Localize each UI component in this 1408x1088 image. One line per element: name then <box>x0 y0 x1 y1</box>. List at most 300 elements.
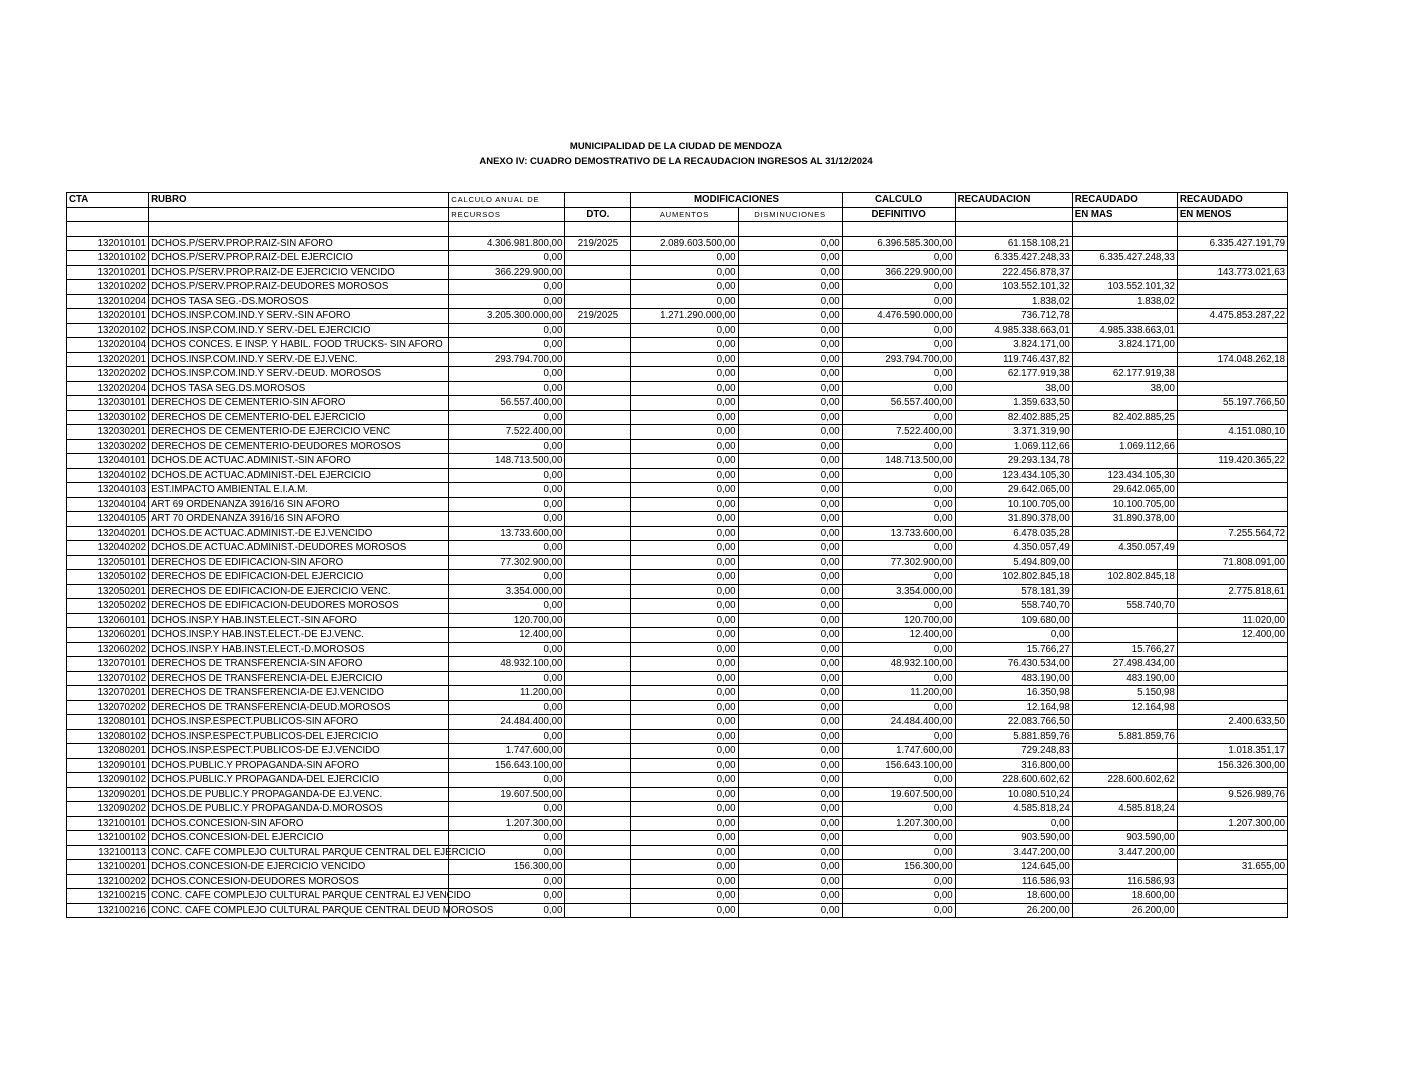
cell-cta: 132020102 <box>67 323 149 338</box>
cell-recaudado-en-menos <box>1177 483 1287 498</box>
table-row <box>67 236 1288 251</box>
cell-recaudado-en-menos <box>1177 729 1287 744</box>
cell-disminuciones: 0,00 <box>738 657 842 672</box>
cell-recaudado-en-mas <box>1072 236 1177 251</box>
col-dto-top <box>565 193 631 208</box>
cell-dto <box>565 454 631 469</box>
cell-calculo-definitivo: 0,00 <box>842 294 955 309</box>
cell-dto <box>565 715 631 730</box>
cell-recaudacion: 5.881.859,76 <box>955 729 1072 744</box>
cell-recaudacion: 76.430.534,00 <box>955 657 1072 672</box>
cell-cta: 132010202 <box>67 280 149 295</box>
cell-disminuciones: 0,00 <box>738 396 842 411</box>
table-row <box>67 541 1288 556</box>
cell-calculo-anual: 0,00 <box>449 831 565 846</box>
cell-disminuciones: 0,00 <box>738 874 842 889</box>
cell-dto <box>565 396 631 411</box>
cell-recaudado-en-menos <box>1177 497 1287 512</box>
cell-aumentos: 0,00 <box>631 497 738 512</box>
cell-rubro: DCHOS.CONCESION-DEUDORES MOROSOS <box>149 874 449 889</box>
cell-recaudado-en-mas: 10.100.705,00 <box>1072 497 1177 512</box>
cell-disminuciones: 0,00 <box>738 367 842 382</box>
cell-aumentos: 0,00 <box>631 570 738 585</box>
cell-dto <box>565 468 631 483</box>
cell-recaudado-en-mas: 103.552.101,32 <box>1072 280 1177 295</box>
cell-recaudado-en-mas <box>1072 265 1177 280</box>
cell-rubro: DCHOS.P/SERV.PROP.RAIZ-SIN AFORO <box>149 236 449 251</box>
cell-calculo-definitivo: 0,00 <box>842 831 955 846</box>
cell-recaudado-en-mas <box>1072 309 1177 324</box>
cell-rubro: ART 69 ORDENANZA 3916/16 SIN AFORO <box>149 497 449 512</box>
cell-calculo-anual: 156.643.100,00 <box>449 758 565 773</box>
cell-recaudado-en-mas: 558.740,70 <box>1072 599 1177 614</box>
cell-recaudado-en-mas <box>1072 758 1177 773</box>
cell-cta: 132020104 <box>67 338 149 353</box>
cell-calculo-anual: 0,00 <box>449 468 565 483</box>
table-row <box>67 860 1288 875</box>
cell-aumentos: 0,00 <box>631 628 738 643</box>
cell-calculo-definitivo: 48.932.100,00 <box>842 657 955 672</box>
table-row <box>67 294 1288 309</box>
table-row <box>67 410 1288 425</box>
cell-recaudado-en-menos: 31.655,00 <box>1177 860 1287 875</box>
cell-disminuciones: 0,00 <box>738 831 842 846</box>
cell-cta: 132090202 <box>67 802 149 817</box>
cell-recaudado-en-menos <box>1177 338 1287 353</box>
cell-cta: 132070201 <box>67 686 149 701</box>
cell-recaudado-en-mas: 38,00 <box>1072 381 1177 396</box>
cell-recaudado-en-mas: 15.766,27 <box>1072 642 1177 657</box>
cell-dto <box>565 613 631 628</box>
col-en-menos: EN MENOS <box>1177 207 1287 222</box>
cell-rubro: EST.IMPACTO AMBIENTAL E.I.A.M. <box>149 483 449 498</box>
cell-rubro: DCHOS.DE ACTUAC.ADMINIST.-DE EJ.VENCIDO <box>149 526 449 541</box>
cell-rubro: DERECHOS DE EDIFICACION-DEL EJERCICIO <box>149 570 449 585</box>
cell-calculo-definitivo: 56.557.400,00 <box>842 396 955 411</box>
cell-aumentos: 0,00 <box>631 671 738 686</box>
cell-recaudado-en-menos: 174.048.262,18 <box>1177 352 1287 367</box>
cell-recaudado-en-mas: 29.642.065,00 <box>1072 483 1177 498</box>
cell-rubro: DCHOS.PUBLIC.Y PROPAGANDA-SIN AFORO <box>149 758 449 773</box>
cell-recaudado-en-menos <box>1177 831 1287 846</box>
cell-aumentos: 0,00 <box>631 265 738 280</box>
cell-recaudacion: 0,00 <box>955 628 1072 643</box>
cell-calculo-anual: 11.200,00 <box>449 686 565 701</box>
cell-cta: 132020101 <box>67 309 149 324</box>
cell-rubro: ART 70 ORDENANZA 3916/16 SIN AFORO <box>149 512 449 527</box>
cell-cta: 132090201 <box>67 787 149 802</box>
cell-rubro: DCHOS.DE ACTUAC.ADMINIST.-DEL EJERCICIO <box>149 468 449 483</box>
cell-recaudado-en-mas: 4.585.818,24 <box>1072 802 1177 817</box>
table-row <box>67 367 1288 382</box>
cell-recaudacion: 123.434.105,30 <box>955 468 1072 483</box>
col-rubro-blank <box>149 207 449 222</box>
cell-disminuciones: 0,00 <box>738 744 842 759</box>
cell-cta: 132040201 <box>67 526 149 541</box>
cell-recaudado-en-menos: 119.420.365,22 <box>1177 454 1287 469</box>
cell-calculo-anual: 0,00 <box>449 889 565 904</box>
cell-rubro: DCHOS.P/SERV.PROP.RAIZ-DE EJERCICIO VENCIDO <box>149 265 449 280</box>
cell-dto <box>565 555 631 570</box>
cell-aumentos: 0,00 <box>631 802 738 817</box>
cell-rubro: DERECHOS DE TRANSFERENCIA-DE EJ.VENCIDO <box>149 686 449 701</box>
cell-disminuciones: 0,00 <box>738 410 842 425</box>
cell-aumentos: 0,00 <box>631 729 738 744</box>
cell-calculo-definitivo: 1.747.600,00 <box>842 744 955 759</box>
cell-calculo-anual: 19.607.500,00 <box>449 787 565 802</box>
cell-disminuciones: 0,00 <box>738 671 842 686</box>
cell-calculo-anual: 0,00 <box>449 367 565 382</box>
col-dto: DTO. <box>565 207 631 222</box>
table-row <box>67 686 1288 701</box>
cell-recaudacion: 3.371.319,90 <box>955 425 1072 440</box>
cell-aumentos: 0,00 <box>631 367 738 382</box>
cell-recaudado-en-mas: 4.350.057,49 <box>1072 541 1177 556</box>
cell-recaudado-en-menos: 1.207.300,00 <box>1177 816 1287 831</box>
cell-recaudacion: 31.890.378,00 <box>955 512 1072 527</box>
cell-cta: 132040102 <box>67 468 149 483</box>
cell-calculo-anual: 0,00 <box>449 497 565 512</box>
cell-recaudado-en-menos: 12.400,00 <box>1177 628 1287 643</box>
cell-recaudado-en-mas: 116.586,93 <box>1072 874 1177 889</box>
cell-rubro: DCHOS TASA SEG.DS.MOROSOS <box>149 381 449 396</box>
cell-cta: 132020202 <box>67 367 149 382</box>
cell-recaudado-en-menos <box>1177 802 1287 817</box>
cell-rubro: DCHOS.CONCESION-SIN AFORO <box>149 816 449 831</box>
cell-calculo-definitivo: 0,00 <box>842 700 955 715</box>
cell-dto <box>565 744 631 759</box>
cell-calculo-anual: 3.205.300.000,00 <box>449 309 565 324</box>
cell-aumentos: 0,00 <box>631 758 738 773</box>
cell-calculo-definitivo: 0,00 <box>842 280 955 295</box>
cell-aumentos: 0,00 <box>631 584 738 599</box>
cell-recaudacion: 12.164,98 <box>955 700 1072 715</box>
cell-recaudado-en-mas <box>1072 816 1177 831</box>
table-row <box>67 309 1288 324</box>
cell-dto <box>565 526 631 541</box>
cell-calculo-anual: 293.794.700,00 <box>449 352 565 367</box>
cell-recaudacion: 736.712,78 <box>955 309 1072 324</box>
cell-recaudacion: 109.680,00 <box>955 613 1072 628</box>
cell-recaudacion: 38,00 <box>955 381 1072 396</box>
cell-disminuciones: 0,00 <box>738 628 842 643</box>
col-rubro: RUBRO <box>149 193 449 208</box>
cell-disminuciones: 0,00 <box>738 280 842 295</box>
cell-calculo-definitivo: 0,00 <box>842 889 955 904</box>
cell-disminuciones: 0,00 <box>738 729 842 744</box>
cell-recaudacion: 222.456.878,37 <box>955 265 1072 280</box>
cell-calculo-definitivo: 0,00 <box>842 773 955 788</box>
cell-aumentos: 0,00 <box>631 352 738 367</box>
cell-rubro: DCHOS.INSP.ESPECT.PUBLICOS-DE EJ.VENCIDO <box>149 744 449 759</box>
cell-cta: 132080201 <box>67 744 149 759</box>
cell-recaudacion: 483.190,00 <box>955 671 1072 686</box>
cell-recaudacion: 4.350.057,49 <box>955 541 1072 556</box>
cell-calculo-anual: 0,00 <box>449 671 565 686</box>
table-row <box>67 874 1288 889</box>
table-row <box>67 729 1288 744</box>
cell-cta: 132020204 <box>67 381 149 396</box>
cell-recaudado-en-menos <box>1177 686 1287 701</box>
cell-aumentos: 0,00 <box>631 280 738 295</box>
col-cta: CTA <box>67 193 149 208</box>
cell-recaudacion: 729.248,83 <box>955 744 1072 759</box>
cell-calculo-definitivo: 0,00 <box>842 845 955 860</box>
table-row <box>67 889 1288 904</box>
cell-calculo-anual: 0,00 <box>449 874 565 889</box>
cell-recaudado-en-menos: 2.400.633,50 <box>1177 715 1287 730</box>
cell-cta: 132030101 <box>67 396 149 411</box>
cell-recaudacion: 903.590,00 <box>955 831 1072 846</box>
cell-recaudado-en-menos <box>1177 889 1287 904</box>
cell-calculo-definitivo: 148.713.500,00 <box>842 454 955 469</box>
cell-aumentos: 0,00 <box>631 715 738 730</box>
cell-recaudado-en-menos: 143.773.021,63 <box>1177 265 1287 280</box>
cell-calculo-anual: 0,00 <box>449 773 565 788</box>
cell-dto <box>565 483 631 498</box>
cell-calculo-definitivo: 1.207.300,00 <box>842 816 955 831</box>
cell-calculo-anual: 77.302.900,00 <box>449 555 565 570</box>
cell-recaudado-en-menos: 55.197.766,50 <box>1177 396 1287 411</box>
table-row <box>67 758 1288 773</box>
cell-recaudado-en-mas <box>1072 715 1177 730</box>
cell-disminuciones: 0,00 <box>738 642 842 657</box>
table-row <box>67 584 1288 599</box>
col-calculo-anual: CALCULO ANUAL DE <box>449 193 565 208</box>
cell-rubro: DCHOS.PUBLIC.Y PROPAGANDA-DEL EJERCICIO <box>149 773 449 788</box>
cell-cta: 132040103 <box>67 483 149 498</box>
cell-calculo-anual: 0,00 <box>449 338 565 353</box>
cell-cta: 132090102 <box>67 773 149 788</box>
cell-calculo-definitivo: 7.522.400,00 <box>842 425 955 440</box>
cell-calculo-definitivo: 0,00 <box>842 251 955 266</box>
cell-aumentos: 0,00 <box>631 555 738 570</box>
cell-calculo-definitivo: 0,00 <box>842 497 955 512</box>
cell-cta: 132100216 <box>67 903 149 918</box>
cell-dto <box>565 497 631 512</box>
cell-disminuciones: 0,00 <box>738 686 842 701</box>
cell-cta: 132070101 <box>67 657 149 672</box>
cell-recaudacion: 16.350,98 <box>955 686 1072 701</box>
cell-recaudacion: 22.083.766,50 <box>955 715 1072 730</box>
cell-recaudado-en-mas: 1.069.112,66 <box>1072 439 1177 454</box>
cell-aumentos: 0,00 <box>631 816 738 831</box>
cell-disminuciones: 0,00 <box>738 512 842 527</box>
cell-calculo-definitivo: 0,00 <box>842 671 955 686</box>
cell-calculo-anual: 0,00 <box>449 294 565 309</box>
cell-recaudado-en-menos <box>1177 700 1287 715</box>
cell-disminuciones: 0,00 <box>738 323 842 338</box>
cell-recaudacion: 1.838,02 <box>955 294 1072 309</box>
table-row <box>67 642 1288 657</box>
cell-disminuciones: 0,00 <box>738 860 842 875</box>
cell-cta: 132090101 <box>67 758 149 773</box>
table-row <box>67 323 1288 338</box>
cell-rubro: CONC. CAFE COMPLEJO CULTURAL PARQUE CENTRAL DEL EJERCICIO <box>149 845 449 860</box>
cell-rubro: DCHOS.INSP.COM.IND.Y SERV.-DEL EJERCICIO <box>149 323 449 338</box>
cell-disminuciones: 0,00 <box>738 294 842 309</box>
cell-disminuciones: 0,00 <box>738 715 842 730</box>
cell-recaudacion: 82.402.885,25 <box>955 410 1072 425</box>
cell-calculo-anual: 13.733.600,00 <box>449 526 565 541</box>
cell-aumentos: 0,00 <box>631 425 738 440</box>
cell-recaudacion: 29.642.065,00 <box>955 483 1072 498</box>
cell-aumentos: 0,00 <box>631 903 738 918</box>
cell-dto <box>565 860 631 875</box>
cell-aumentos: 0,00 <box>631 454 738 469</box>
cell-cta: 132070202 <box>67 700 149 715</box>
cell-disminuciones: 0,00 <box>738 845 842 860</box>
cell-calculo-anual: 4.306.981.800,00 <box>449 236 565 251</box>
table-row <box>67 439 1288 454</box>
cell-dto <box>565 265 631 280</box>
cell-aumentos: 0,00 <box>631 541 738 556</box>
cell-calculo-definitivo: 0,00 <box>842 512 955 527</box>
cell-calculo-anual: 0,00 <box>449 410 565 425</box>
table-row <box>67 352 1288 367</box>
cell-cta: 132020201 <box>67 352 149 367</box>
cell-aumentos: 0,00 <box>631 860 738 875</box>
cell-calculo-anual: 24.484.400,00 <box>449 715 565 730</box>
cell-dto <box>565 657 631 672</box>
cell-recaudado-en-menos <box>1177 642 1287 657</box>
cell-calculo-definitivo: 293.794.700,00 <box>842 352 955 367</box>
cell-recaudacion: 61.158.108,21 <box>955 236 1072 251</box>
cell-recaudado-en-mas <box>1072 860 1177 875</box>
cell-recaudado-en-mas <box>1072 787 1177 802</box>
cell-disminuciones: 0,00 <box>738 584 842 599</box>
cell-disminuciones: 0,00 <box>738 439 842 454</box>
cell-recaudacion: 4.585.818,24 <box>955 802 1072 817</box>
table-row <box>67 338 1288 353</box>
cell-calculo-definitivo: 0,00 <box>842 323 955 338</box>
table-row <box>67 831 1288 846</box>
cell-aumentos: 0,00 <box>631 468 738 483</box>
table-row <box>67 802 1288 817</box>
cell-calculo-definitivo: 0,00 <box>842 338 955 353</box>
cell-dto <box>565 352 631 367</box>
cell-dto <box>565 280 631 295</box>
cell-calculo-anual: 0,00 <box>449 483 565 498</box>
cell-disminuciones: 0,00 <box>738 802 842 817</box>
cell-calculo-definitivo: 0,00 <box>842 439 955 454</box>
cell-calculo-definitivo: 0,00 <box>842 410 955 425</box>
cell-disminuciones: 0,00 <box>738 468 842 483</box>
table-row <box>67 628 1288 643</box>
cell-rubro: DERECHOS DE CEMENTERIO-DEUDORES MOROSOS <box>149 439 449 454</box>
cell-recaudado-en-mas: 26.200,00 <box>1072 903 1177 918</box>
cell-rubro: CONC. CAFE COMPLEJO CULTURAL PARQUE CENTRAL EJ VENCIDO <box>149 889 449 904</box>
cell-cta: 132040101 <box>67 454 149 469</box>
cell-rubro: DERECHOS DE TRANSFERENCIA-SIN AFORO <box>149 657 449 672</box>
cell-recaudado-en-mas: 5.150,98 <box>1072 686 1177 701</box>
cell-cta: 132010101 <box>67 236 149 251</box>
cell-recaudacion: 5.494.809,00 <box>955 555 1072 570</box>
cell-dto <box>565 787 631 802</box>
cell-dto <box>565 700 631 715</box>
col-recaudado-mas: RECAUDADO <box>1072 193 1177 208</box>
cell-aumentos: 0,00 <box>631 657 738 672</box>
cell-recaudado-en-mas <box>1072 628 1177 643</box>
cell-recaudacion: 558.740,70 <box>955 599 1072 614</box>
cell-disminuciones: 0,00 <box>738 236 842 251</box>
table-row <box>67 700 1288 715</box>
cell-recaudado-en-menos <box>1177 439 1287 454</box>
cell-recaudado-en-menos: 71.808.091,00 <box>1177 555 1287 570</box>
revenue-table <box>66 192 1288 918</box>
cell-recaudado-en-mas: 31.890.378,00 <box>1072 512 1177 527</box>
cell-dto <box>565 599 631 614</box>
table-row <box>67 483 1288 498</box>
cell-calculo-anual: 0,00 <box>449 599 565 614</box>
cell-dto <box>565 642 631 657</box>
col-recaudado-menos: RECAUDADO <box>1177 193 1287 208</box>
cell-dto <box>565 628 631 643</box>
cell-aumentos: 2.089.603.500,00 <box>631 236 738 251</box>
cell-rubro: DCHOS.INSP.ESPECT.PUBLICOS-DEL EJERCICIO <box>149 729 449 744</box>
cell-rubro: DCHOS.INSP.Y HAB.INST.ELECT.-DE EJ.VENC. <box>149 628 449 643</box>
cell-cta: 132010201 <box>67 265 149 280</box>
cell-recaudacion: 3.824.171,00 <box>955 338 1072 353</box>
cell-disminuciones: 0,00 <box>738 773 842 788</box>
cell-calculo-definitivo: 3.354.000,00 <box>842 584 955 599</box>
cell-disminuciones: 0,00 <box>738 816 842 831</box>
cell-recaudado-en-mas: 228.600.602,62 <box>1072 773 1177 788</box>
cell-recaudado-en-menos <box>1177 773 1287 788</box>
cell-calculo-definitivo: 19.607.500,00 <box>842 787 955 802</box>
cell-calculo-anual: 1.207.300,00 <box>449 816 565 831</box>
cell-recaudacion: 124.645,00 <box>955 860 1072 875</box>
cell-recaudado-en-menos <box>1177 599 1287 614</box>
cell-disminuciones: 0,00 <box>738 613 842 628</box>
cell-recaudado-en-menos: 7.255.564,72 <box>1177 526 1287 541</box>
cell-calculo-anual: 0,00 <box>449 642 565 657</box>
cell-rubro: DCHOS.INSP.ESPECT.PUBLICOS-SIN AFORO <box>149 715 449 730</box>
cell-disminuciones: 0,00 <box>738 541 842 556</box>
cell-recaudacion: 3.447.200,00 <box>955 845 1072 860</box>
table-row <box>67 613 1288 628</box>
table-row <box>67 381 1288 396</box>
cell-calculo-anual: 0,00 <box>449 570 565 585</box>
cell-dto: 219/2025 <box>565 309 631 324</box>
cell-rubro: DCHOS CONCES. E INSP. Y HABIL. FOOD TRUCKS- SIN AFORO <box>149 338 449 353</box>
cell-rubro: DERECHOS DE EDIFICACION-SIN AFORO <box>149 555 449 570</box>
cell-recaudado-en-menos <box>1177 468 1287 483</box>
cell-rubro: DCHOS.INSP.COM.IND.Y SERV.-DE EJ.VENC. <box>149 352 449 367</box>
cell-aumentos: 0,00 <box>631 439 738 454</box>
cell-disminuciones: 0,00 <box>738 352 842 367</box>
cell-recaudado-en-menos: 9.526.989,76 <box>1177 787 1287 802</box>
cell-recaudado-en-menos: 11.020,00 <box>1177 613 1287 628</box>
cell-calculo-definitivo: 0,00 <box>842 874 955 889</box>
cell-dto <box>565 541 631 556</box>
cell-dto <box>565 845 631 860</box>
cell-disminuciones: 0,00 <box>738 787 842 802</box>
cell-cta: 132050202 <box>67 599 149 614</box>
cell-disminuciones: 0,00 <box>738 454 842 469</box>
cell-calculo-anual: 48.932.100,00 <box>449 657 565 672</box>
col-modificaciones: MODIFICACIONES <box>631 193 842 208</box>
cell-calculo-anual: 148.713.500,00 <box>449 454 565 469</box>
cell-recaudado-en-menos: 1.018.351,17 <box>1177 744 1287 759</box>
cell-recaudacion: 102.802.845,18 <box>955 570 1072 585</box>
cell-rubro: DCHOS.INSP.Y HAB.INST.ELECT.-D.MOROSOS <box>149 642 449 657</box>
cell-dto <box>565 338 631 353</box>
cell-recaudado-en-mas: 903.590,00 <box>1072 831 1177 846</box>
cell-aumentos: 0,00 <box>631 410 738 425</box>
table-row <box>67 715 1288 730</box>
cell-disminuciones: 0,00 <box>738 497 842 512</box>
